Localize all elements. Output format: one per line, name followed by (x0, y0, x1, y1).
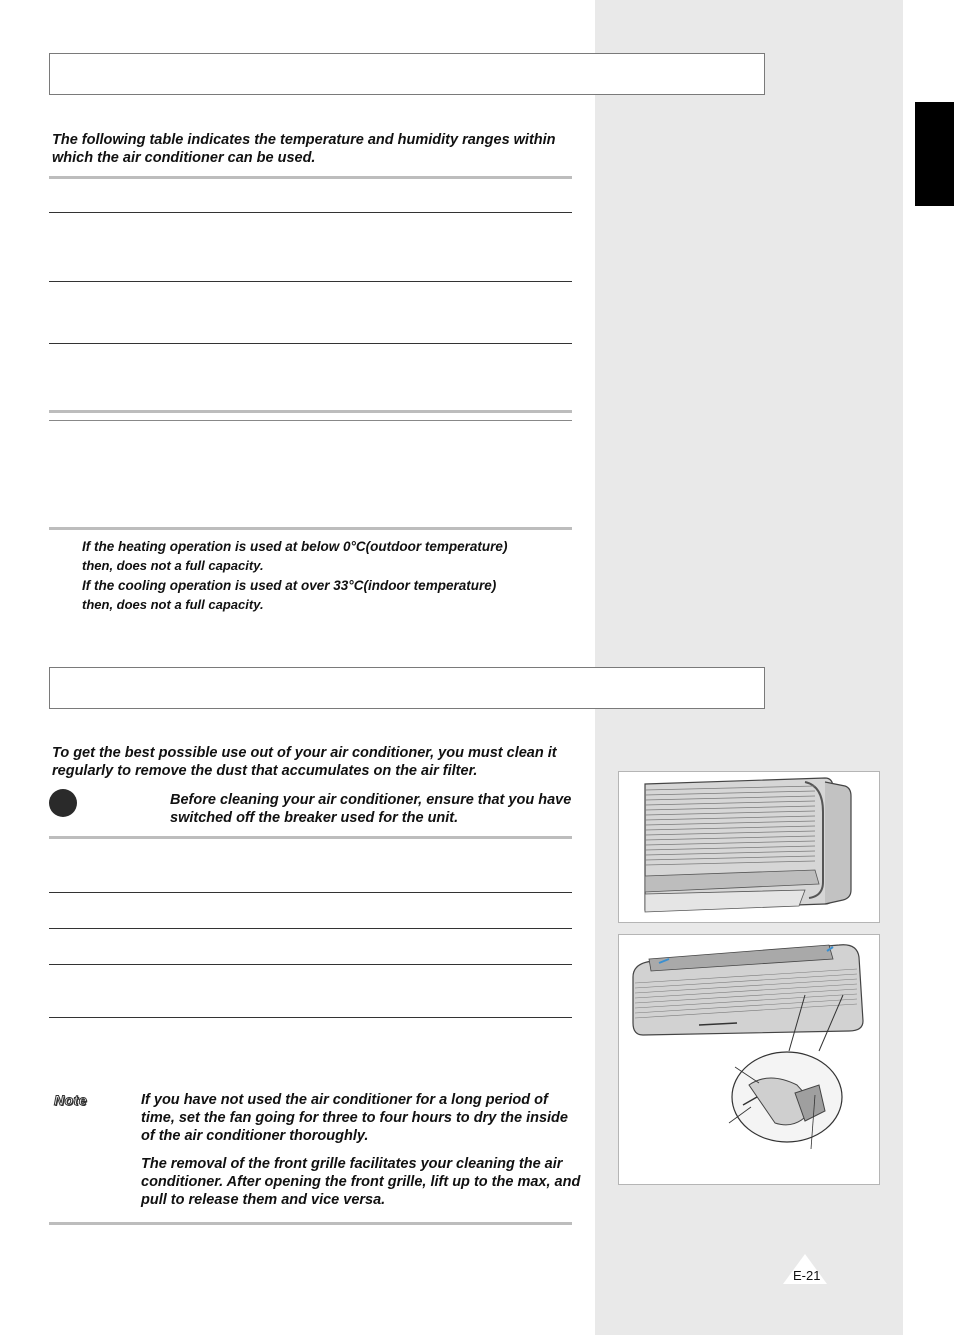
illustration-grille-release (618, 934, 880, 1185)
steps-rule (49, 964, 572, 965)
table-rule (49, 343, 572, 344)
caution-icon (49, 789, 77, 817)
grille-release-detail-illustration (619, 935, 879, 1184)
table-bottom-rule (49, 527, 572, 530)
table-rule (49, 420, 572, 421)
note-paragraph-1: If you have not used the air conditioner for a long period of time, set the fan going for three to four hours to dry the inside of the air conditioner thoroughly. (141, 1092, 568, 1144)
heating-note: If the heating operation is used at below 0°C(outdoor temperature) then, does not a full capacity. If the cooling operation is used at over 33°C(indoor temperature) then, does not a full capacity. (82, 539, 508, 612)
illustration-open-grille (618, 771, 880, 923)
steps-top-rule (49, 836, 572, 839)
air-conditioner-open-illustration (619, 772, 879, 922)
steps-rule (49, 928, 572, 929)
steps-rule (49, 892, 572, 893)
table-rule (49, 281, 572, 282)
cleaning-intro: To get the best possible use out of your air conditioner, you must clean it regularly to remove the dust that accumulates on the air filter. (52, 745, 557, 779)
section-header-operating-range (49, 53, 765, 95)
note-paragraph-2: The removal of the front grille facilitates your cleaning the air conditioner. After opening the front grille, lift up to the max, and pull to release them and vice versa. (141, 1156, 581, 1208)
table-rule (49, 410, 572, 413)
note-bottom-rule (49, 1222, 572, 1225)
steps-rule (49, 1017, 572, 1018)
note-label: Note (54, 1092, 88, 1108)
language-tab (915, 102, 954, 206)
section-header-cleaning (49, 667, 765, 709)
operating-range-intro: The following table indicates the temperature and humidity ranges within which the air conditioner can be used. (52, 132, 556, 166)
table-rule (49, 212, 572, 213)
table-top-rule (49, 176, 572, 179)
caution-text: Before cleaning your air conditioner, ensure that you have switched off the breaker used for the unit. (170, 792, 572, 826)
page-number: E-21 (793, 1268, 820, 1283)
